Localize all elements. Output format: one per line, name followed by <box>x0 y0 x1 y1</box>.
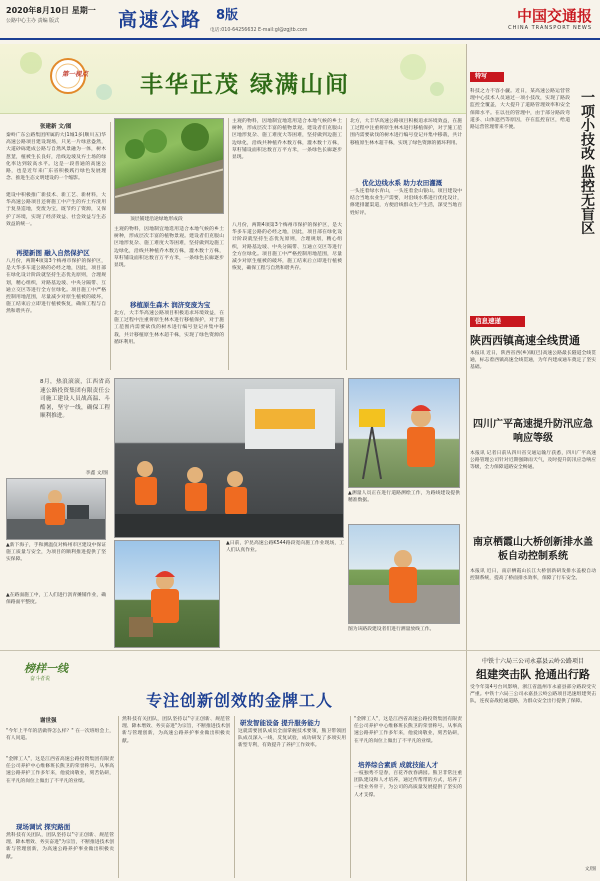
photo2-caption: ▲新下海子，手和测温仪对梅州市区建设中保证施工质量与安全，为项目的顺利推进提供了坚实保障。 <box>6 543 106 562</box>
bottom-col1b: 然科技有关团队，团队坚持以"守正创新、规范管理、降本增效、务实奋进"为宗旨，不断推进技术创新与管理创新，为高速公路养护事业做出积极贡献。 <box>6 833 114 860</box>
column-rule <box>228 118 229 370</box>
field-illustration <box>115 541 220 648</box>
decor-circle <box>400 54 426 80</box>
column-logo-sub: 奋斗者说 <box>30 676 51 682</box>
bottom-headline: 专注创新创效的金牌工人 <box>146 691 334 710</box>
bottom-col3: 这就需要团队成员全面掌握技术要领，熊卫带领团队成员深入一线，反复试验，成功研发了多项实用新型专利，有效提升了养护工作效率。 <box>238 729 346 749</box>
feature-col3: 北方，大丰华高速公路项目积极追求环境效益，在施工过程中注重将原生林木进行移植保护，对于施工范围内需要砍伐的树木进行编号登记并集中移栽，共计移植原生林木超千株，实现了绿色资源的循环利用。 <box>114 311 224 345</box>
feature-col4-pre: 北方，大丰华高速公路项目积极追求环境效益，在施工过程中注重将原生林木进行移植保护，对于施工范围内需要砍伐的树木进行编号登记并集中移栽，共计移植原生林木超千株，实现了绿色资源的循环利用。 <box>350 119 462 146</box>
feature-col1: 八月份，两期4项第3个梅州市保护的保护区，是大华多车道公路的必经之地，因此，项目部在绿化设计阶段就坚持生态优先原则，合理规划，精心组织，对路基边坡、中央分隔带、互通立交区等进行全方位绿化。项目施工中严格控制用地范围，尽量减少对原生植被的破坏，施工结束后立即进行植被恢复，确保工程与自然和谐共存。 <box>6 259 106 315</box>
bottom-col2: 然科技有关团队，团队坚持以"守正创新、规范管理、降本增效、务实奋进"为宗旨，不断推进技术创新与管理创新，为高速公路养护事业做出积极贡献。 <box>122 717 230 744</box>
photo6-caption: 图为该路段建设者们进行测量放线工作。 <box>348 627 435 632</box>
photo-worker-field <box>114 540 220 648</box>
bottom-col1: "金牌工人"，这是江西省高速公路投资集团有限责任公司养护中心维修班长熊卫的荣誉称号。从事高速公路养护工作多年来，他爱岗敬业，刻苦钻研，在平凡的岗位上做出了不平凡的业绩。 <box>6 757 114 784</box>
photo-roadside-worker <box>348 524 460 624</box>
masthead-sub: 公路中心主办 责编 版式 <box>6 18 60 24</box>
news-box-title: 信息速递 <box>470 316 525 327</box>
surveyor-illustration <box>349 379 460 488</box>
news1-text: 本报讯 近日，陕西省西(乡)镇(巴)高速公路最长隧道全线贯通，标志着西镇高速全线贯通，为年内建成通车奠定了坚实基础。 <box>470 351 596 371</box>
masthead <box>0 0 600 40</box>
photo3-caption: ▲在路面施工中，工人们进行沥青摊铺作业，确保路面平整度。 <box>6 593 106 605</box>
bottom-section-2: 研发智能设备 提升服务能力 <box>240 719 321 727</box>
decor-circle <box>430 82 444 96</box>
right-feature-text: 科技之力不容小觑。近日，某高速公路运营管理中心技术人员通过一项小技改，实现了路段监控全覆盖，大大提升了道路管理效率和安全保障水平。在以往的管理中，由于部分路段弯道多、山体遮挡等原因，存在监控盲区，给道路运营管理带来不便。 <box>470 89 570 131</box>
photo1-caption: 顶层铺建沿途绿地形成段 <box>130 217 183 222</box>
feature-col4: 一头连着绿水青山，一头连着金山银山。项目建设中结合当地农业生产需要，对沿线水系进行优化设计，修建排灌渠道，方便沿线群众生产生活，深受当地百姓好评。 <box>350 189 462 216</box>
bottom-right-kicker: 中铁十六局三公司永嘉县云岭公路项目 <box>481 658 584 665</box>
bottom-col4-pre: "金牌工人"，这是江西省高速公路投资集团有限责任公司养护中心维修班长熊卫的荣誉称号。从事高速公路养护工作多年来，他爱岗敬业，刻苦钻研，在平凡的岗位上做出了不平凡的业绩。 <box>354 717 462 744</box>
news2-text: 本报讯 记者日前从四川省交通运输厅获悉，四川广平高速公路管理公司针对近期强降雨天气，及时提升防汛应急响应等级，全力保障道路安全畅通。 <box>470 451 596 471</box>
section-heading-1: 再提新图 融入自然保护区 <box>16 249 90 257</box>
section-title: 高速公路 <box>118 9 203 31</box>
news3-headline: 南京栖霞山大桥创新排水盖板自动控制系统 <box>473 537 593 562</box>
bottom-byline: 谢世强 <box>40 718 57 724</box>
column-rule <box>346 118 347 370</box>
first-view-label: 第一视点 <box>62 70 88 78</box>
newspaper-logo-en: CHINA TRANSPORT NEWS <box>508 25 592 31</box>
side-note-text: 8月，热浪滚滚，江西省高速公路投资集团有限责任公司施工建设人员战高温、斗酷暑，坚守一线，确保工程顺利推进。 <box>40 379 110 419</box>
feature-col3b: 八月份，两期4项第3个梅州市保护的保护区，是大华多车道公路的必经之地，因此，项目部在绿化设计阶段就坚持生态优先原则，合理规划，精心组织，对路基边坡、中央分隔带、互通立交区等进行全方位绿化。项目施工中严格控制用地范围，尽量减少对原生植被的破坏，施工结束后立即进行植被恢复，确保工程与自然和谐共存。 <box>232 223 342 272</box>
feature-lead: 秦岭广东公路集团所属的大(1城1多(顺川五)华高速公路项目建设现场，只见一片绿意盎然，大道砂砾建成公路与自然风景融为一体，树木葱茏，植被生长良好，沿线边坡及弃土场的绿化率达到较高水平。这是一段普通的高速公路，也是近年来广东省积极践行绿色发展理念、推进生态文明建设的一个缩影。 <box>6 133 106 182</box>
issue-date: 2020年8月10日 星期一 <box>6 6 96 15</box>
right-vertical-headline: 一项小技改 监控无盲区 <box>579 90 595 235</box>
photo-paving-crew <box>114 378 344 538</box>
feature-headline: 丰华正茂 绿满山间 <box>140 71 351 98</box>
worker-illustration <box>7 479 106 540</box>
bottom-right-byline: 文/图 <box>584 867 596 872</box>
decor-circle <box>20 52 42 74</box>
section-heading-2: 移植原生森木 润济变废为宝 <box>130 301 211 309</box>
newspaper-logo: 中国交通报 <box>516 7 592 25</box>
column-rule <box>118 716 119 878</box>
page-number: 8版 <box>216 8 239 23</box>
column-rule <box>110 122 111 370</box>
slope-illustration <box>115 119 224 214</box>
section-heading-3: 优化边线水系 助力农田灌溉 <box>362 179 443 187</box>
news1-headline: 陕西西镇高速全线贯通 <box>470 334 580 347</box>
bottom-section-1: 现场调试 探究路面 <box>16 823 71 831</box>
bottom-col4: 一枝独秀不是春，百花齐放春满园。熊卫非常注重团队建设和人才培养，通过传帮带的方式，培养了一批业务骨干，为公司的高质量发展提供了坚实的人才支撑。 <box>354 771 462 798</box>
photo-worker-measuring <box>6 478 106 540</box>
bottom-right-headline: 组建突击队 抢通出行路 <box>476 668 590 681</box>
side-note-byline: 李鑫 文/图 <box>85 471 108 476</box>
feature-col1-cont: 建设中积极推广新技术、新工艺、新材料，大华高速公路项目还将施工中产生的弃土弃渣用于复垦造地，变废为宝，既节约了资源，又保护了环境，实现了经济效益、社会效益与生态效益的统一。 <box>6 193 106 227</box>
right-divider <box>466 650 600 651</box>
column-rule <box>234 716 235 878</box>
feature-byline: 张建新 文/图 <box>40 124 72 130</box>
column-logo: 榜样一线 <box>24 662 68 675</box>
column-rule <box>466 44 467 881</box>
feature-col3-cont: 主观的物料，因地制宜地选用适合本地气候的乡土树种，形成层次丰富的植物景观。建设者们克服山区地形复杂、施工难度大等困难，坚持做到边施工边绿化，沿线共种植乔木数万株，灌木数十万株，草籽铺设面积达数百万平方米，一条绿色长廊逐步显现。 <box>232 119 342 161</box>
bottom-intro: "今年上半年的活做得怎么样？" 在一次班组会上，有人问道。 <box>6 729 114 742</box>
bottom-right-text: 受今年第4号台风影响，浙江省温州市永嘉县部分路段受灾严重。中铁十六局三公司永嘉县云岭公路项目迅速组建突击队，连夜奋战抢通道路，为群众安全出行提供了保障。 <box>470 685 596 705</box>
feature-col2: 主观的物料，因地制宜地选用适合本地气候的乡土树种，形成层次丰富的植物景观。建设者们克服山区地形复杂、施工难度大等困难，坚持做到边施工边绿化，沿线共种植乔木数万株，灌木数十万株，草籽铺设面积达数百万平方米，一条绿色长廊逐步显现。 <box>114 227 224 269</box>
news3-text: 本报讯 近日，南京栖霞山长江大桥创新研发排水盖板自动控制系统，提高了桥面排水效率，保障了行车安全。 <box>470 569 596 582</box>
decor-circle <box>96 84 112 100</box>
contact-info: 电话:010-64256632 E-mail:gl@zgjtb.com <box>210 28 308 33</box>
photo-surveyor <box>348 378 460 488</box>
column-rule <box>350 716 351 878</box>
feature-tag: 特写 <box>470 72 504 82</box>
photo-green-slope <box>114 118 224 214</box>
bottom-section-3: 培养综合素质 成就技能人才 <box>358 761 439 769</box>
photo5-caption: ▲测量人员正在进行道路测绘工作，为路线建设提供精准数据。 <box>348 491 460 503</box>
photo4-caption: ▲日前，沪昆高速公路K544路段宽向施工作业现场，工人们认真作业。 <box>226 541 344 553</box>
paving-illustration <box>115 379 344 538</box>
news2-headline: 四川广平高速提升防汛应急响应等级 <box>473 419 593 444</box>
feature-banner <box>0 44 466 114</box>
roadside-illustration <box>349 525 460 624</box>
